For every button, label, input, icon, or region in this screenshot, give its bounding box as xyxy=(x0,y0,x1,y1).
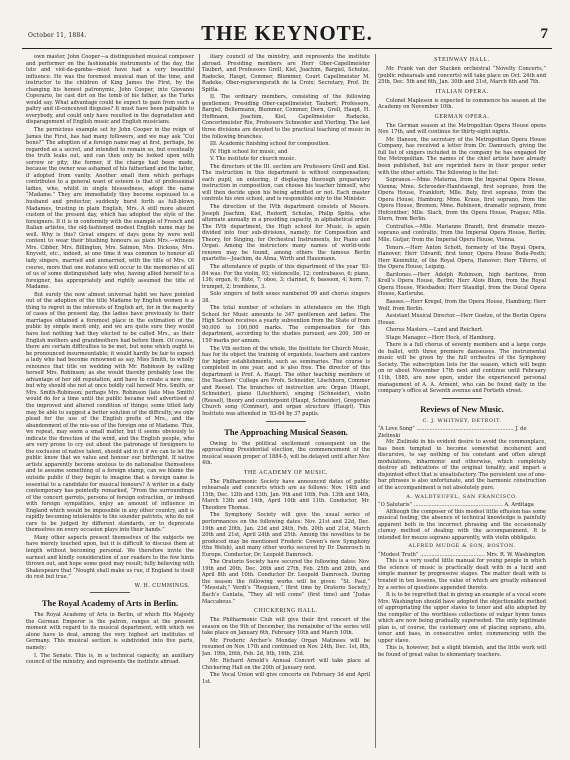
publisher-heading: A. WALDTEUFEL, SAN FRANCISCO. xyxy=(406,493,518,500)
review-title-line: “A Love Song” ............................................................ J. de Zielinski xyxy=(378,426,527,439)
section-heading: The Approaching Musical Season. xyxy=(224,426,348,437)
article-paragraph: The total number of scholars in attendance on the High School for Music amounts to 347 gentlemen and ladies. The High School receives a yearly subvention from the State of from 90,000 to 100,000 marks. The compensation for this department, according to the studies pursued, are 200, 360 or 150 marks per annum. xyxy=(202,305,370,344)
page-header xyxy=(22,14,552,44)
article-paragraph: There is a full chorus of seventy members and a large corps de ballet, with three premiere danseuses. The instrumental music will be given by the full orchestra of the Symphony Society. The subscription lists for the season, which will begin on or about November 17th next and continue until February 11th, 1885, are now open, under the experienced personal management of A. A. Arment, who can be found daily in the company’s office at Seventh avenue and Fortieth street. xyxy=(378,342,546,395)
article-paragraph: Stage Manager.—Herr Hock, of Hamburg. xyxy=(386,334,496,341)
review-paragraph: It is to be regretted that in giving an example of a vocal score Mrs. Washington should have adopted the objectionable method of appropriating the upper staves to tenor and alto adopted by the compiler of the worthless collections of vulgar hymn tunes which are now being gradually superseded. The only legitimate plan is, of course, the customary one of placing soprano, alto, tenor and bass, in consecutive order, commencing with the upper stave. xyxy=(378,592,546,644)
section-separator xyxy=(442,398,482,399)
section-heading: Reviews of New Music. xyxy=(420,403,504,414)
publisher-heading: ALFRED MUDGE & SON, BOSTON. xyxy=(408,543,516,550)
column-divider xyxy=(199,54,200,748)
article-paragraph: Tenors.—Herr Anton Schott, formerly of the Royal Opera, Hanover; Herr Udvardi, first tenor, Opera House Buda-Pesth; Herr Kemmlitz, of the Royal Opera, Hanover; Herr Tiferro, of the Opera House, Leipzig. xyxy=(378,244,546,271)
review-paragraph: This is, however, but a slight blemish, and the little work will be found of great value to elementary teachers. xyxy=(378,645,546,659)
article-paragraph: The pernicious example set by John Cooper in the reign of James the First, has had many followers, and we may ask “Cui bono?” The adoption of a foreign name may at first, perhaps, be regarded as a secret, and intended to remain so, but eventually the truth leaks out, and can then only be looked upon with sorrow or pity; the former, if the charge had been made, because the owner was ashamed of his fatherland and the latter, if adopted from vanity. Another small item which perhaps contributes to a general want of esteem is that of professional ladies, who, whilst in single blessedness, adopt the name “Madame.” They are immediately they become espoused to a husband and protector, suddenly burst forth as full-blown Madames, trusting in plain English, Mrs. A still more absurd custom of the present day, which has adopted the style of the foreigners. If it is in conformity with the example of French and Italian artistes, the old-fashioned modest English name may be well. Why is this? Great singers of days gone by were well content to wear their blushing honours as plain Mrs.—witness Mrs. Cibber, Mrs. Billington, Mrs. Salmon, Mrs. Dickons, Mrs. Knyvett, etc., indeed, at one time it was common to honour all lady singers, married and unmarried, with the title of Mrs. Of course, more that one instance will occur to the memories of all of us of some distinguished lady who, having allied herself to a foreigner, has appropriately and rightly assumed the title of Madame. xyxy=(26,127,194,291)
article-paragraph: The Philharmonic Society have announced dates of public rehearsals and concerts which are as follows: Nov. 14th and 15th, Dec. 12th and 13th, Jan. 9th and 10th, Feb. 13th and 14th, March 13th and 14th, April 10th and 11th. Conductor, Mr. Theodore Thomas. xyxy=(202,478,370,511)
article-paragraph: Mr. Frederic Archer’s Monday Organ Matinees will be resumed on Nov. 17th and continued on Nov. 24th, Dec. 1st, 8th, Jan. 19th, 26th, Feb. 2d, 9th, 16th, 23d. xyxy=(202,637,370,657)
article-paragraph: III. Academic finishing school for composition. xyxy=(210,141,331,148)
article-paragraph: Sopranos.—Mme. Materna, from the Imperial Opera House, Vienna; Mme. Schroeder-Hanfstaengl, first soprano, from the Opera House, Frankfort; Mlle. Bely, first soprano, from the Opera House, Hamburg; Mme. Kraus, first soprano, from the Opera House, Bremen; Mme. Robinson, dramatic soprano, from Hofcontber; Mlle. Slach, from the Opera House, Prague; Mlle. Stern, from Berlin. xyxy=(378,177,546,223)
subsection-heading: CHICKERING HALL. xyxy=(254,608,318,615)
article-paragraph: The Oratorio Society have secured the following dates: Nov. 19th and 20th, Dec. 26th and 27th, Feb. 25th and 26th, and April 8th and 10th. Conductor Dr. Leopold Damrosch. During the season the following works will be given: “St. Paul,” “Messiah,” Verdi’s “Requiem,” (first time by Oratorio Society,) Bach’s Cantata, “They all will come” (first time) and “Judas Maccabeus.” xyxy=(202,559,370,605)
column-2 xyxy=(202,54,370,748)
review-paragraph: Although the composer of this modest little effusion has some musical feeling, the absence of technical knowledge is painfully apparent both in the incorrect phrasing and the occasionally clumsy method of dealing with the accompaniment. It is intended for mezzo soprano apparently, with violin obbligato. xyxy=(378,508,546,541)
article-paragraph: IV. High school for music, and xyxy=(210,148,288,155)
subsection-heading: ITALIAN OPERA. xyxy=(435,88,489,95)
article-paragraph: The Symphony Society will give the usual series of performances on the following dates: Nov. 21st and 22d, Dec. 19th and 20th, Jan. 23d and 24th, Feb. 20th and 21st, March 20th and 21st, April 24th and 25th. Among the novelties to be produced may be mentioned Frederic Cowen’s new Symphony (the Welsh), and many other works secured by Dr. Damrosch in Europe. Conductor, Dr. Leopold Damrosch. xyxy=(202,512,370,558)
review-paragraph: This is a very useful little manual for young people in which the science of music is practically dealt with in a lucid and simple manner by progressive stages. The matter dealt with is treated in ten lessons, the value of which are greatly enhanced by a series of questions appended thereto. xyxy=(378,558,546,591)
newspaper-page xyxy=(22,14,552,750)
column-1 xyxy=(26,54,194,748)
article-paragraph: Mr. Richard Arnold’s Annual Concert will take place at Chickering Hall on the 20th of January next. xyxy=(202,658,370,671)
issue-date: October 11, 1884. xyxy=(28,32,87,39)
article-paragraph: The Vth section of the whole, the Institute for Church Music, has for its object the training of organists, teachers and cantors for higher establishments, such as seminaries. The course is completed in one year, and is also free. The director of this department is Prof. A. Haupt. The other teaching members of the Teachers’ College are Profs. Schneider, Löschhorn, Commer and Reesel. The branches of instruction are: Organ (Haupt, Schneider), piano (Löschhorn), singing (Schneider), violin (Reesel), theory and counterpoint (Haupt, Schneider), Gregorian Church song (Commer), and organ structure (Haupt). This Institute was attended in ’83-84 by 37 pupils. xyxy=(202,345,370,417)
header-rule xyxy=(22,48,552,49)
column-divider xyxy=(375,54,376,748)
review-paragraph: Mr. Zielinski in his evident desire to avoid the commonplace, has been tempted to become somewhat incoherent and discursive, to say nothing of his constant and often abrupt modulations, inharmonic and otherwise, which completely destroy all indications of the original tonality, and impart a disjointed effect that is unsatisfactory. The persistent use of one-bar phrases is also unfortunate, and the harmonic construction of the accompaniment is not absolutely pure. xyxy=(378,439,546,491)
article-paragraph: The Royal Academy of Arts in Berlin, of which His Majesty the German Emperor is the patron, ranges at the present moment with regard to its musical department, with which we alone have to deal, among the very highest art institutes of Germany. This musical section is subdivided into five parts, namely: xyxy=(26,612,194,652)
author-signature: W. H. CUMMINGS. xyxy=(134,582,190,589)
article-paragraph: Many other aspects present themselves of the subjects we have merely touched upon, but it is difficult to discuss them at length without becoming personal. We therefore invite the earnest and kindly consideration of our readers to the few hints thrown out, and hope some good may result; fully believing with Shakespeare that “Nought shall make us rue, if England to itself do rest but true.” xyxy=(26,534,194,581)
subsection-heading: STEINWAY HALL. xyxy=(434,57,490,63)
article-paragraph: Basses.—Herr Kregel, from the Opera House, Hamburg; Herr Wolf, from Berlin. xyxy=(378,298,546,312)
publisher-heading: C. J. WHITNEY, DETROIT. xyxy=(422,417,502,424)
article-paragraph: own master, John Cooper—a distinguished musical composer and performer on the fashionable instruments of the day, the lute and viol-da-gamba—must have had a very beautiful influence. He was the foremost musical man of the time, and instructor to the children of King James the First, by the changing his honest patronymic, John Cooper, into Giovanni Coperario, he cast dirt on the tomb of his father, as the Turks would say. What advantage could he expect to gain from such a paltry and ill-conceived disguise? It must have been palpable to everybody, and could only have resulted in the degradation and disparagement of English music and English musicians. xyxy=(26,54,194,126)
article-paragraph: The attendance of pupils of this department of the year ’83-84 was: For the violin, 93; violoncello, 12; contrabasso, 6; piano, 136; organ, 6; flute, 7; oboe, 3; clarinet, 6; bassoon, 4; horn, 7; trumpet, 2; trombone, 3. xyxy=(202,263,370,290)
article-paragraph: The direction of the IVth department consists of Messrs. Joseph Joachim, Kiel, Rudorff, Schulze, Philip Spitta, who alternate annually in a presiding capacity, in alphabetical order. The IVth department, the High school for Music, is again divided into four sub-divisions, namely: for Composition and Theory, for Singing, for Orchestral Instruments, for Piano and Organ. Among the instructors many names of world-wide renown may be found, among others the famous Berlin quartette—Joachim, de Ahna, Wirth and Hausmann. xyxy=(202,204,370,263)
article-paragraph: V. The institute for church music. xyxy=(210,156,296,163)
column-3 xyxy=(378,54,546,748)
section-heading: The Royal Academy of Arts in Berlin. xyxy=(41,598,179,609)
article-paragraph: Mr. Hanson, the secretary of the Metropolitan Opera House Company, has received a letter from Dr. Damrosch, giving the full list of singers included in the company he has engaged for the Metropolitan. The names of the chief artists have already been published, but are reprinted here in their proper order with the other artists. The following is the list: xyxy=(378,136,546,176)
section-separator xyxy=(90,592,130,593)
article-paragraph: I. The Senate. This is, in a technical capacity, an auxiliary council of the ministry, and represents the institute abroad. xyxy=(26,652,194,666)
article-paragraph: Colonel Mapleson is expected to commence his season at the Academy on November 10th. xyxy=(378,97,546,111)
article-paragraph: The directors of the III. section are Professors Grell and Kiel. The instruction in this department is without compensation; each pupil, on entering, if displaying thorough preparatory instruction in composition, can choose his teacher himself, who will then decide upon his being admitted or not. Each master controls his own school, and is responsible only to the Minister. xyxy=(202,163,370,203)
section-separator xyxy=(266,421,306,422)
review-title-line: “Modest Truth” ........................................ Mrs. R. W. Washington xyxy=(378,551,545,558)
article-paragraph: Owing to the political excitement consequent on the approaching Presidential election, the commencement of the musical season proper of 1884-5, will be delayed until after Nov. 4th. xyxy=(202,440,370,467)
review-title-line: “O Salutaris” ....................................................... A. Arditaga xyxy=(378,502,534,509)
article-paragraph: II. The ordinary members, consisting of the following gentlemen: Presiding Ober-capellmeister, Taubert; Professors, Bargiel, Bellermann, Blummer, Commer, Dorn, Grell, Haupt, H. Hoffmann, Joachim, Kiel, Capellmeister Radecke, Concertmeister Rie, Professors Schneider and Vierling. The last three divisions are devoted to the practical teaching of music in the following branches: xyxy=(202,94,370,140)
article-paragraph: But surely the now almost universal habit we have pointed out of the adoption of the title Madame by English women is a thing to regret in the interests of English art, for in the majority of cases of the present day, the ladies have previously to their marriages obtained a foremost place in the estimation of the public by simple merit only, and we are quite sure they would have lost nothing had they elected to be called Mrs., as their English mothers and grandmothers had before them. Of course, there are certain difficulties to be met, but none which ought to be pronounced insurmountable; it would hardly be fair to expect a lady who had become renowned as say, Miss Smith, to wholly renounce that title on wedding with Mr. Robinson by calling herself Mrs. Robinson; as she would thereby probably lose the advantage of her old reputation, and have to create a new one; but why should she not at once boldly call herself Mrs. Smith, or Mrs. Smith-Robinson; perhaps Mrs. Robinson (late Miss Smith) would do for a time until the public became well advertised of the improved and altered condition of things; some titled lady may be able to suggest a better solution of the difficulty, we only plead for the use of the English prefix of Mrs., and the abandonment of the mis-use of the foreign one of Madame. This, we repeat, may seem a small matter, but it seems obviously to indicate the direction of the wind, and the English people, who are very prone to cry out about the patronage of foreigners to the exclusion of native talent, should aid in it if we can to let the public know that we value and honour our birthright. If native artists apparently become anxious to do nationalise themselves and to assume something of a foreign stamp, can we blame the outside public if they begin to imagine that a foreign name is essential to a candidate for musical honours? A writer in a daily contemporary has pointedly remarked, “From the surroundings of the concert garrets, persons of foreign extraction, or imbued with foreign sympathies, enjoy an amount of influence in England which would be impossible in any other country, and is rapidly becoming intolerable to the sounder patriots, who do not care to be judged by different standards, or to deprecate themselves on every occasion plays into their hands.” xyxy=(26,291,194,534)
article-paragraph: Chorus Masters.—Lund and Reichert. xyxy=(386,327,484,334)
article-paragraph: Solo singers of both sexes numbered 99 and chorus singers 38. xyxy=(202,291,370,304)
article-paragraph: The Vocal Union will give concerts on February 3d and April 1st. xyxy=(202,672,370,686)
subsection-heading: GERMAN OPERA. xyxy=(434,113,490,120)
article-paragraph: The German season at the Metropolitan Opera House opens Nov. 17th, and will continue for thirty-eight nights. xyxy=(378,122,546,136)
article-paragraph: Mr. Frank van der Stucken orchestral “Novelty Concerts,” (public rehearsals and concerts) will take place on Oct. 24th and 25th, Dec. 5th and 6th, Jan. 30th and 31st, March 6th and 7th. xyxy=(378,66,546,86)
article-paragraph: Assistant Musical Director.—Herr Goetze, of the Berlin Opera House. xyxy=(378,313,546,326)
article-paragraph: Contraltos.—Mlle. Marianne Brandt, first dramatic mezzo-soprano and contralto, from the Imperial Opera House, Berlin; Mlle. Gutjar, from the Imperial Opera House, Vienna. xyxy=(378,223,546,244)
page-number: 7 xyxy=(540,26,548,42)
article-paragraph: Baritones.—Herr Adolph Robinson, high baritone, from Kroll’s Opera House, Berlin; Herr Alois Blum, from the Royal Opera House, Wiesbaden; Herr Staudigl, from the Ducal Opera House, Karlsruhe. xyxy=(378,271,546,298)
article-paragraph: iliary council of the ministry, and represents the institute abroad. Presiding members are Herr Ober-Capellmeister Taubert, and Professors Grell, Kiel, Joachim, Bargiel, Schulze, Radecke, Haupt, Commer, Blummer, Court Capellmeister M. Radeke, Ober-regierungsrath de la Croix; Secretary, Prof. Dr. Spitta. xyxy=(202,54,370,93)
masthead-title: THE KEYNOTE. xyxy=(201,21,373,45)
subsection-heading: THE ACADEMY OF MUSIC. xyxy=(243,469,329,476)
article-paragraph: The Philharmonic Club will give their first concert of the season on the 9th of December, the remainder of the series will take place on January 6th, February 10th and March 10th. xyxy=(202,617,370,637)
